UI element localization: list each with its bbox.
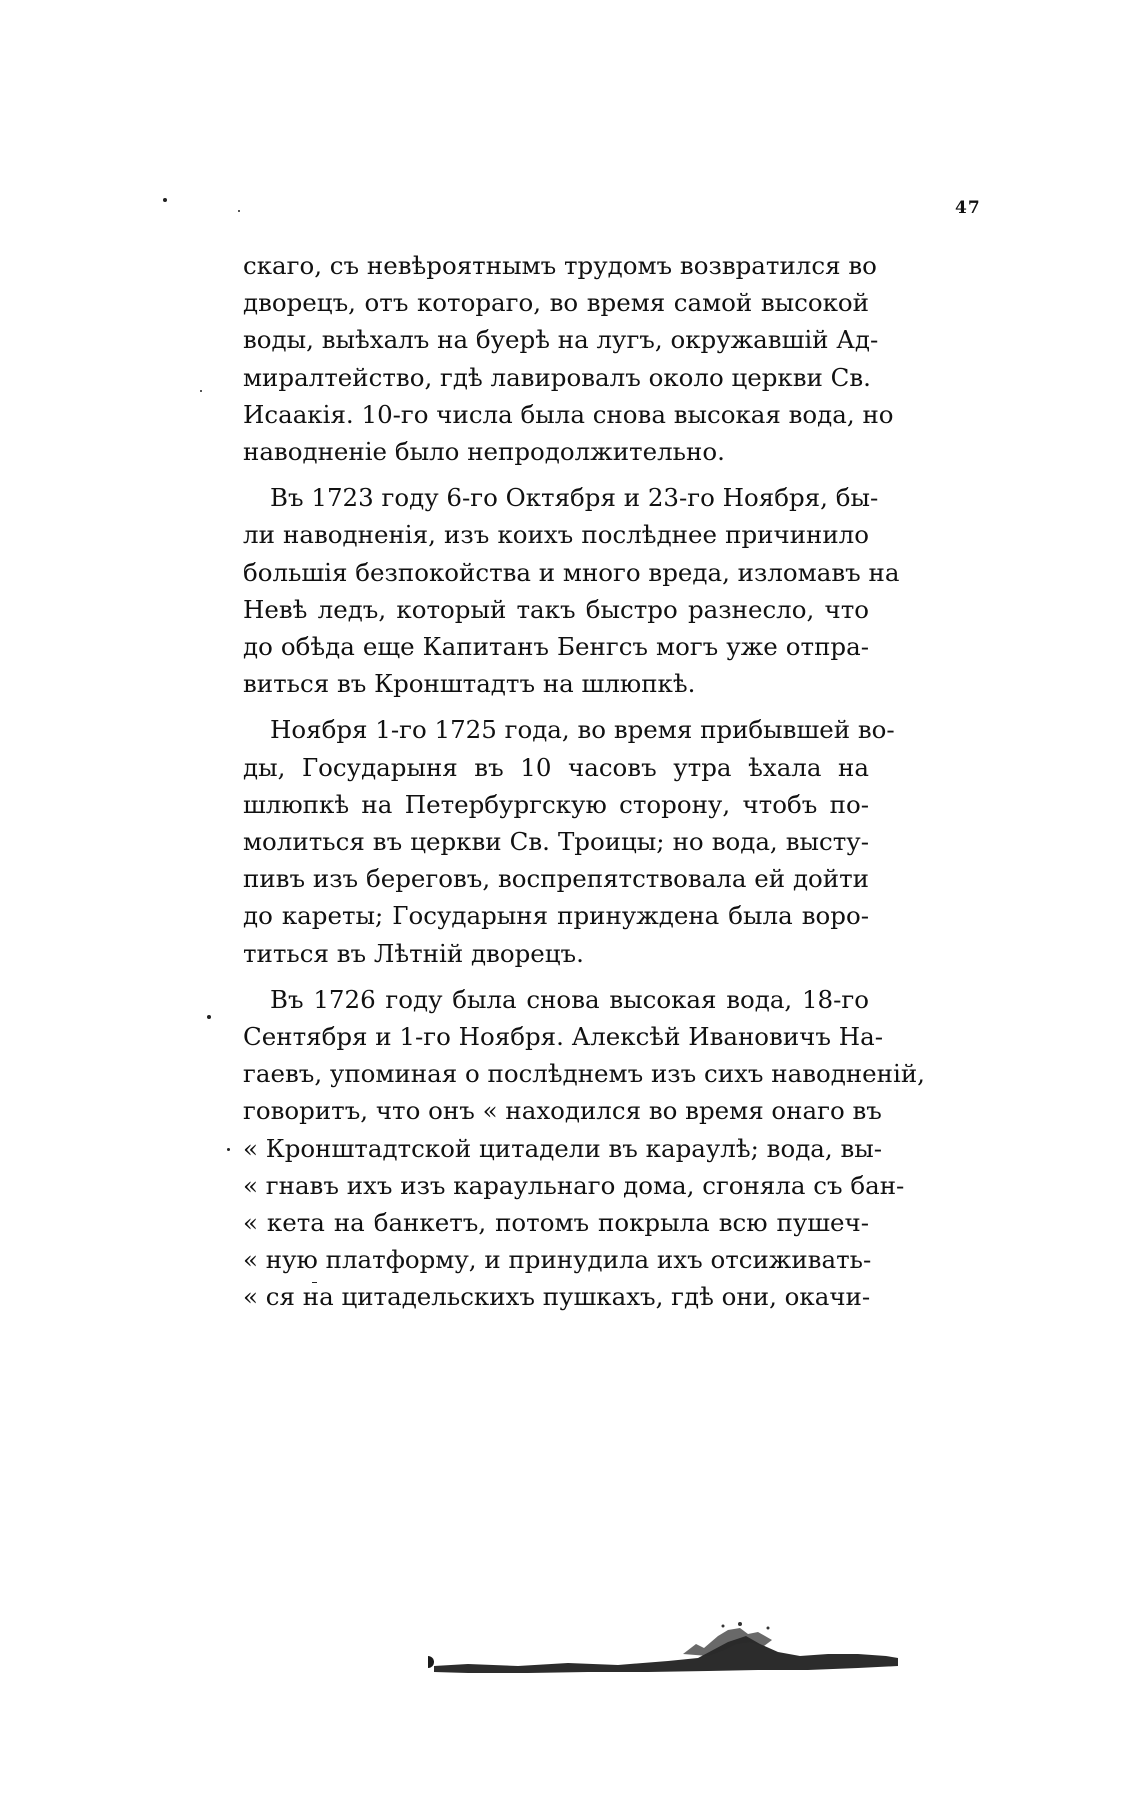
text-line: молиться въ церкви Св. Троицы; но вода, высту- bbox=[243, 827, 869, 857]
text-line: « ся на цитадельскихъ пушкахъ, гдѣ они, окачи- bbox=[243, 1282, 871, 1312]
text-line: воды, выѣхалъ на буерѣ на лугъ, окружавшій Ад- bbox=[243, 325, 879, 355]
paragraph-1 bbox=[243, 247, 894, 470]
text-line: « Кронштадтской цитадели въ караулѣ; вода, вы- bbox=[243, 1133, 883, 1163]
body-text bbox=[243, 247, 925, 1325]
paragraph-4 bbox=[243, 981, 925, 1316]
scan-speck bbox=[207, 1015, 211, 1019]
text-line: ды, Государыня въ 10 часовъ утра ѣхала на bbox=[243, 752, 869, 782]
text-line: до обѣда еще Капитанъ Бенгсъ могъ уже отпра- bbox=[243, 632, 869, 662]
scan-speck bbox=[200, 390, 202, 392]
scan-speck bbox=[227, 1148, 230, 1151]
text-line: « гнавъ ихъ изъ караульнаго дома, сгоняла съ бан- bbox=[243, 1170, 905, 1200]
page-number: 47 bbox=[955, 198, 981, 218]
text-line: Въ 1726 году была снова высокая вода, 18-го bbox=[270, 984, 869, 1014]
text-line: титься въ Лѣтній дворецъ. bbox=[243, 938, 584, 968]
text-line: дворецъ, отъ котораго, во время самой высокой bbox=[243, 288, 869, 318]
scan-speck bbox=[163, 198, 167, 202]
scan-speck bbox=[238, 210, 240, 212]
text-line: до кареты; Государыня принуждена была воро- bbox=[243, 901, 869, 931]
text-line: миралтейство, гдѣ лавировалъ около церкви Св. bbox=[243, 362, 871, 392]
paragraph-3 bbox=[243, 711, 895, 971]
text-line: скаго, съ невѣроятнымъ трудомъ возвратился во bbox=[243, 251, 877, 280]
text-line: Въ 1723 году 6-го Октября и 23-го Ноября, бы- bbox=[270, 483, 879, 513]
text-line: Исаакія. 10-го числа была снова высокая вода, но bbox=[243, 399, 894, 429]
text-line: пивъ изъ береговъ, воспрепятствовала ей дойти bbox=[243, 864, 869, 894]
text-line: говоритъ, что онъ « находился во время онаго въ bbox=[243, 1096, 882, 1126]
text-line: гаевъ, упоминая о послѣднемъ изъ сихъ наводненій, bbox=[243, 1059, 925, 1089]
text-line: большія безпокойства и много вреда, изломавъ на bbox=[243, 557, 900, 587]
text-line: шлюпкѣ на Петербургскую сторону, чтобъ по- bbox=[243, 789, 869, 819]
text-line: наводненіе было непродолжительно. bbox=[243, 437, 725, 467]
text-line: « ную платформу, и принудила ихъ отсиживать- bbox=[243, 1245, 872, 1275]
text-line: Сентября и 1-го Ноября. Алексѣй Ивановичъ На- bbox=[243, 1022, 883, 1052]
text-line: ли наводненія, изъ коихъ послѣднее причинило bbox=[243, 520, 869, 550]
text-line: виться въ Кронштадтъ на шлюпкѣ. bbox=[243, 669, 696, 699]
paragraph-2 bbox=[243, 479, 900, 702]
text-line: « кета на банкетъ, потомъ покрыла всю пушеч- bbox=[243, 1208, 869, 1238]
text-line: Ноября 1-го 1725 года, во время прибывшей во- bbox=[270, 715, 895, 745]
text-line: Невѣ ледъ, который такъ быстро разнесло, что bbox=[243, 594, 869, 624]
ink-smudge bbox=[428, 1614, 908, 1684]
